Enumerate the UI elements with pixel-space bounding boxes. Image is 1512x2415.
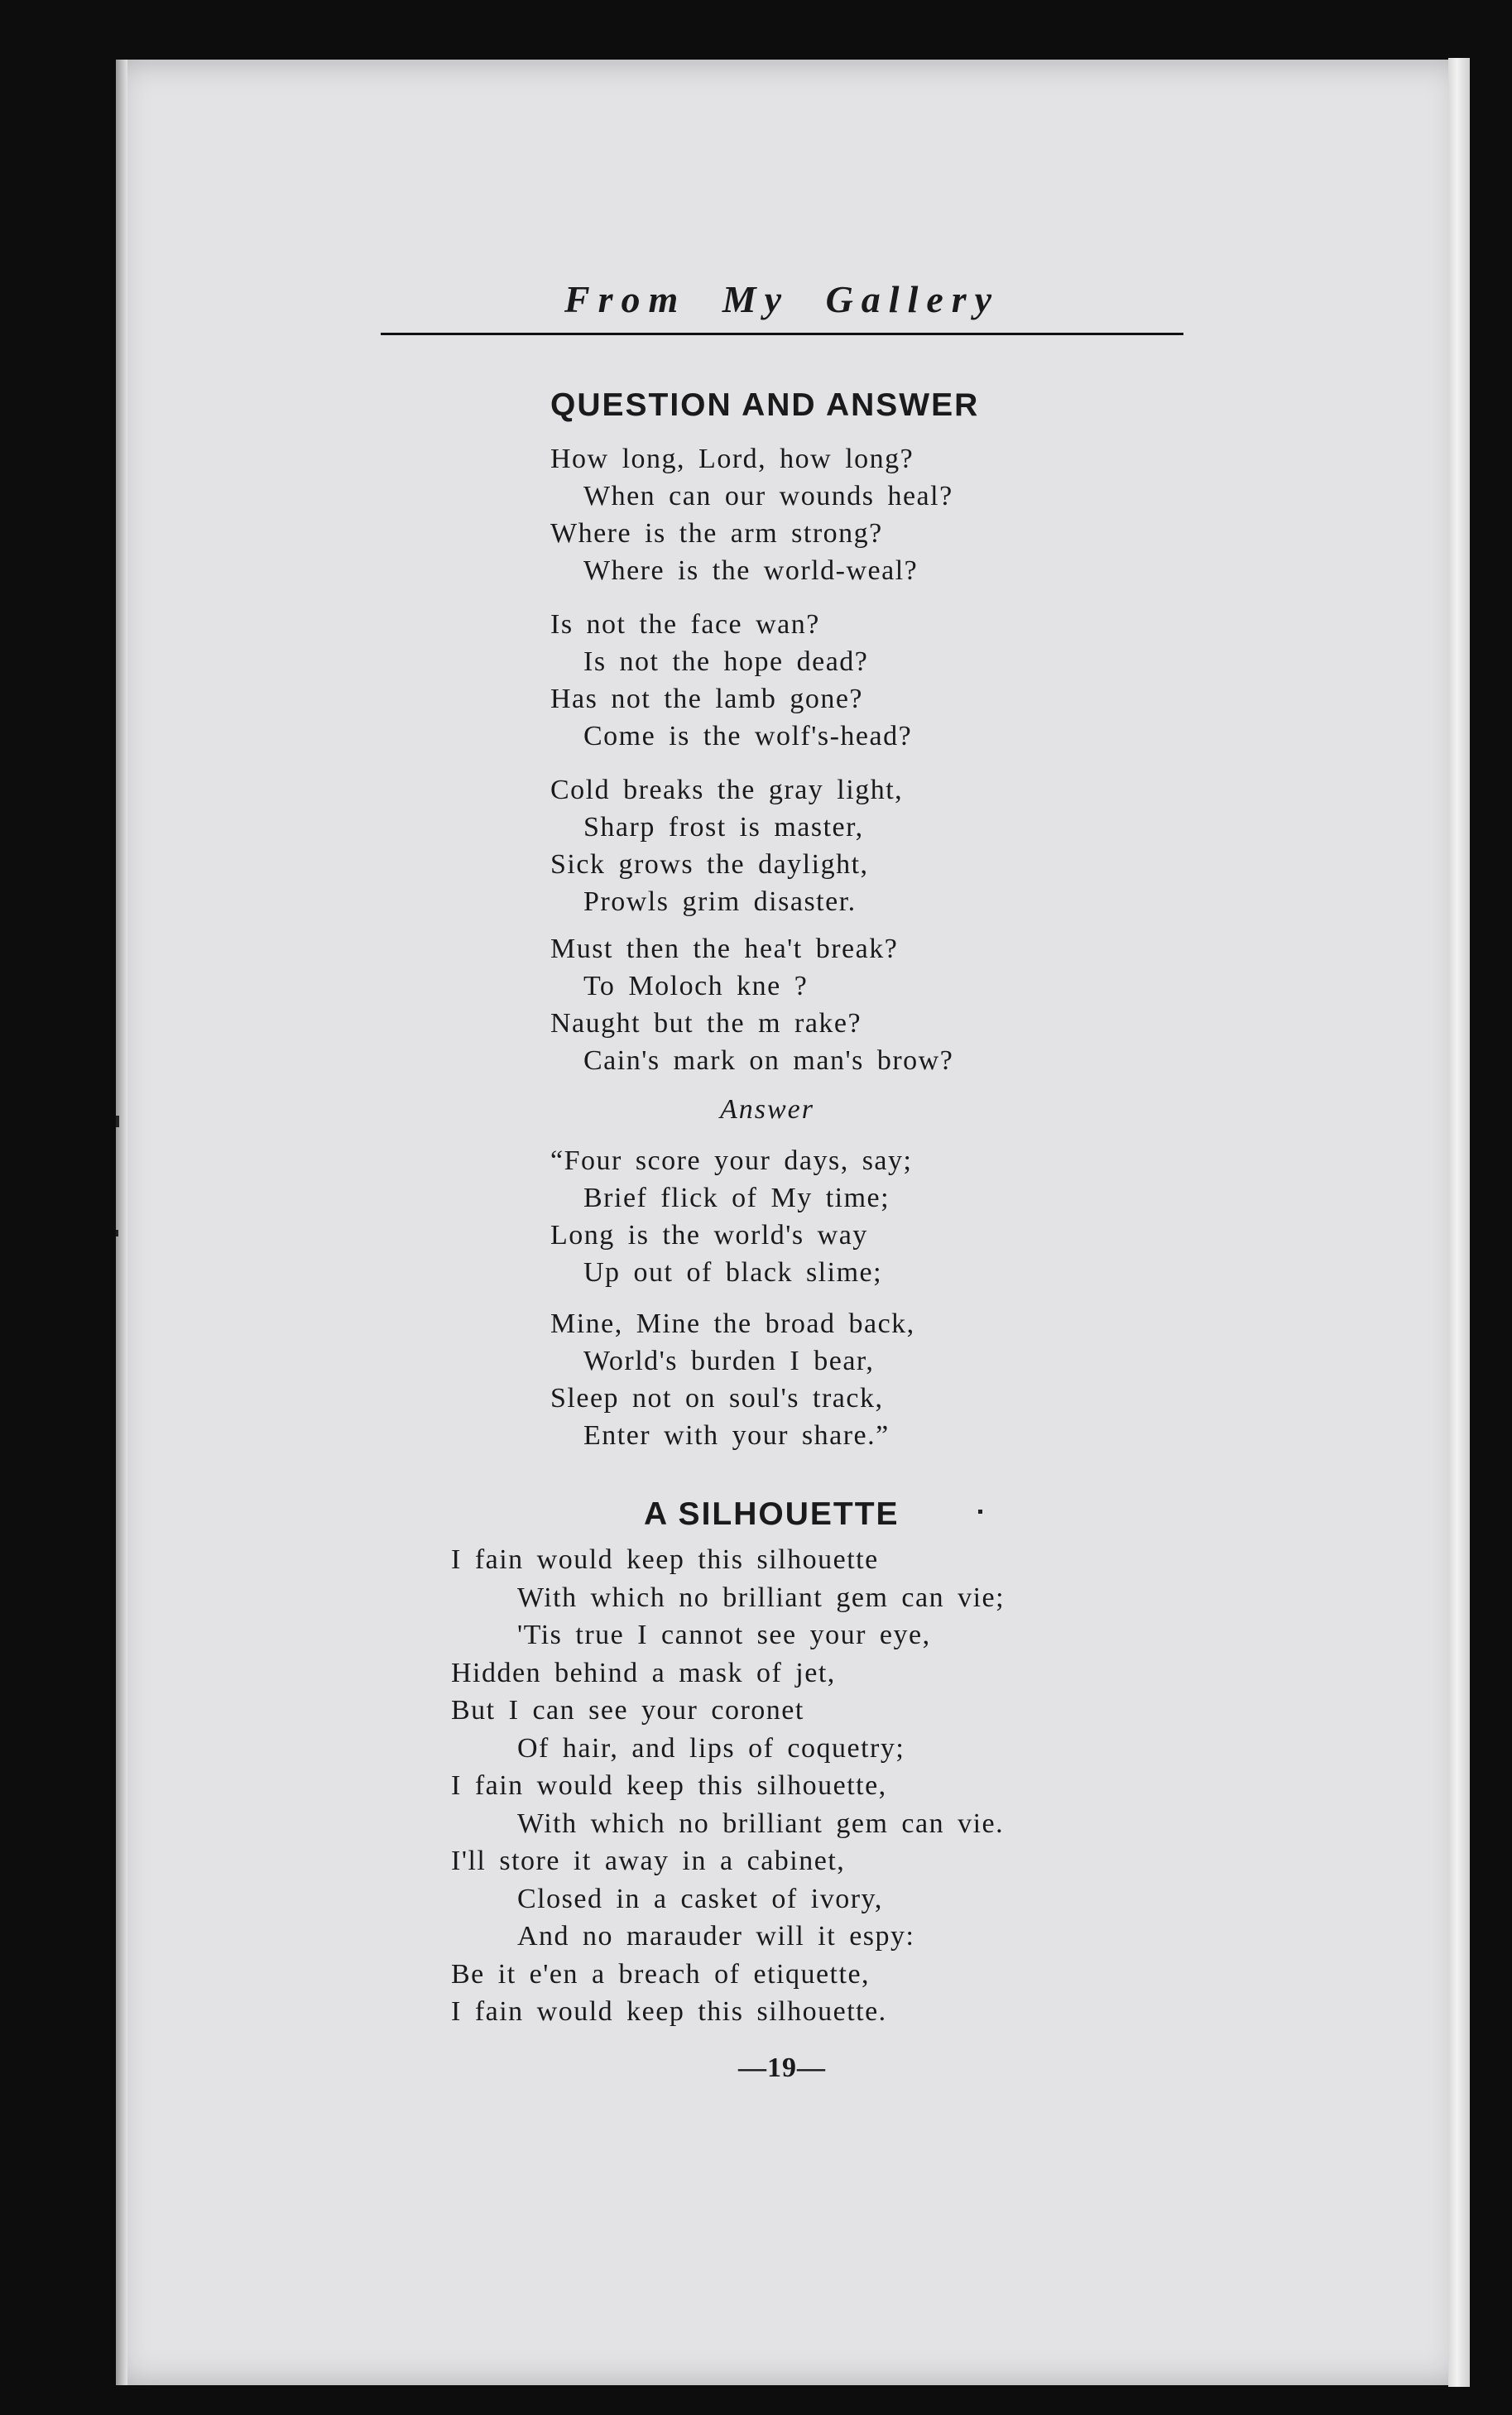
stanza-1 [550, 440, 953, 589]
poem-line: Of hair, and lips of coquetry; [517, 1732, 905, 1764]
poem-line: I'll store it away in a cabinet, [451, 1846, 846, 1876]
header-rule [381, 333, 1183, 335]
poem-title-a-silhouette: A SILHOUETTE [644, 1496, 900, 1532]
poem-line: Come is the wolf's-head? [583, 721, 913, 751]
running-head: From My Gallery [564, 278, 1001, 320]
margin-mark [116, 1230, 118, 1236]
answer-heading: Answer [720, 1094, 814, 1125]
answer-stanza-1 [550, 1142, 912, 1291]
stanza-4 [550, 930, 953, 1079]
poem-line: With which no brilliant gem can vie. [517, 1808, 1005, 1839]
poem-line: Where is the world-weal? [583, 555, 919, 586]
poem-line: Is not the hope dead? [583, 646, 869, 677]
poem-line: I fain would keep this silhouette [451, 1544, 879, 1575]
stanza-3 [550, 771, 903, 920]
poem-line: Enter with your share.” [583, 1420, 890, 1451]
poem-line: Long is the world's way [550, 1220, 868, 1251]
poem-line: Prowls grim disaster. [583, 886, 857, 917]
poem-line: I fain would keep this silhouette, [451, 1770, 887, 1801]
stanza-2 [550, 606, 912, 755]
answer-stanza-2 [550, 1305, 915, 1454]
margin-mark [116, 1116, 119, 1127]
poem-line: Where is the arm strong? [550, 518, 883, 549]
poem-line: Sharp frost is master, [583, 812, 864, 843]
poem-line: How long, Lord, how long? [550, 444, 914, 474]
poem-line: Hidden behind a mask of jet, [451, 1657, 836, 1688]
silhouette-poem [451, 1541, 1005, 2031]
poem-line: Mine, Mine the broad back, [550, 1308, 915, 1339]
poem-line: To Moloch kne ? [583, 971, 809, 1001]
poem-line: Cold breaks the gray light, [550, 775, 904, 805]
poem-line: Up out of black slime; [583, 1257, 883, 1288]
poem-line: Brief flick of My time; [583, 1183, 890, 1213]
page-number: —19— [738, 2053, 826, 2083]
poem-title-question-and-answer: QUESTION AND ANSWER [550, 387, 980, 423]
poem-line: Sick grows the daylight, [550, 849, 869, 880]
margin-mark [978, 1510, 982, 1514]
poem-line: And no marauder will it espy: [517, 1921, 915, 1952]
poem-line: Sleep not on soul's track, [550, 1383, 884, 1414]
poem-line: I fain would keep this silhouette. [451, 1996, 887, 2027]
poem-line: “Four score your days, say; [550, 1145, 913, 1176]
poem-line: When can our wounds heal? [583, 481, 953, 511]
poem-line: Has not the lamb gone? [550, 684, 864, 714]
poem-line: With which no brilliant gem can vie; [517, 1582, 1006, 1613]
poem-line: Be it e'en a breach of etiquette, [451, 1958, 871, 1990]
poem-line: Is not the face wan? [550, 609, 820, 640]
poem-line: Closed in a casket of ivory, [517, 1883, 883, 1914]
poem-line: World's burden I bear, [583, 1346, 875, 1376]
poem-line: Naught but the m rake? [550, 1008, 862, 1039]
poem-line: Cain's mark on man's brow? [583, 1045, 954, 1076]
poem-line: Must then the hea't break? [550, 934, 899, 964]
poem-line: 'Tis true I cannot see your eye, [517, 1620, 931, 1650]
poem-line: But I can see your coronet [451, 1695, 804, 1726]
